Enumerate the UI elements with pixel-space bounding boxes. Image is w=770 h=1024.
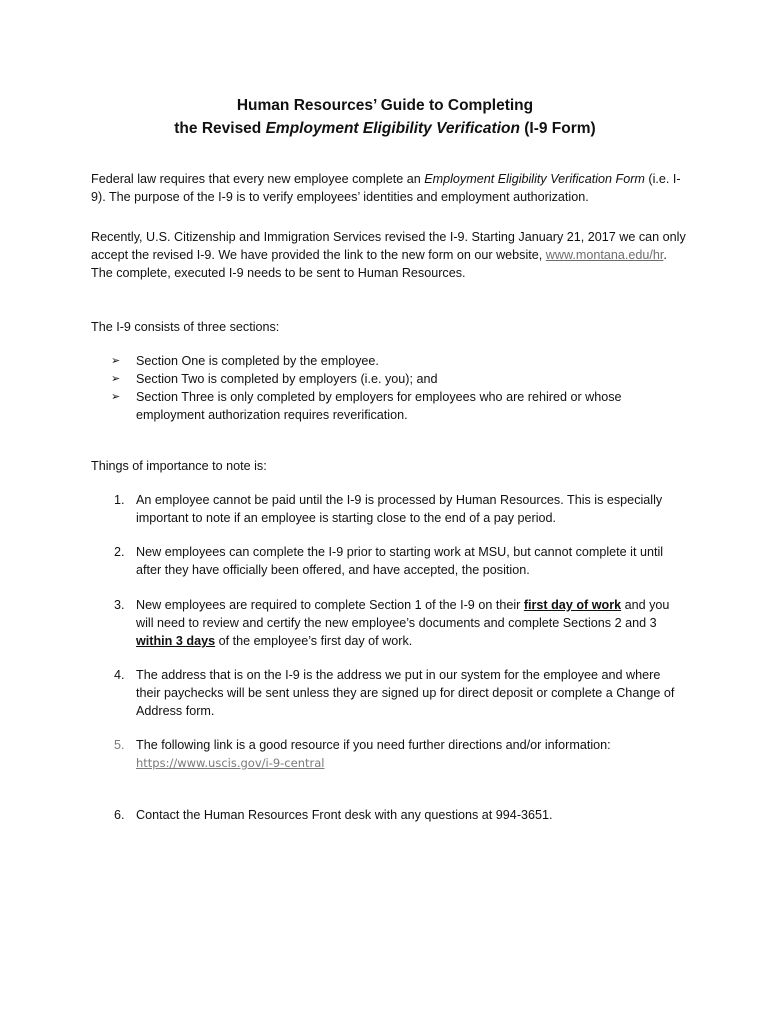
first-day-emphasis: first day of work <box>523 598 622 612</box>
intro-text-pre: Federal law requires that every new employee complete an <box>91 172 425 186</box>
item-text: An employee cannot be paid until the I-9 is processed by Human Resources. This is especially important to note if an employee is starting close to the end of a pay period. <box>136 493 663 525</box>
item-text: The address that is on the I-9 is the address we put in our system for the employee and where their paychecks will be sent unless they are signed up for direct deposit or complete a Change of Address form. <box>136 668 675 718</box>
item-text <box>136 736 684 772</box>
intro-text-post: (i.e. I-9). The purpose of the I-9 is to verify employees’ identities and employment authorization. <box>91 172 681 204</box>
item-number: 4. <box>114 668 125 682</box>
arrowhead-bullet-icon: ➢ <box>111 355 121 367</box>
item-text: New employees can complete the I-9 prior to starting work at MSU, but cannot complete it until after they have officially been offered, and have accepted, the position. <box>136 545 664 577</box>
item-number: 6. <box>114 808 125 822</box>
item-3-text-pre: New employees are required to complete Section 1 of the I-9 on their <box>136 598 524 612</box>
item-number: 5. <box>114 738 125 752</box>
title-line-2-pre: the Revised <box>174 120 266 137</box>
title-line-2-post: (I-9 Form) <box>519 120 596 137</box>
title-line-2 <box>0 117 770 140</box>
item-3-text-post: of the employee’s first day of work. <box>215 634 413 648</box>
item-3-text-mid: and you will need to review and certify the new employee’s documents and complete Sections 2 and 3 <box>136 598 670 630</box>
item-text: Contact the Human Resources Front desk with any questions at 994-3651. <box>136 808 553 822</box>
sections-intro: The I-9 consists of three sections: <box>91 320 280 334</box>
item-number: 2. <box>114 545 125 559</box>
revision-text-pre: Recently, U.S. Citizenship and Immigration Services revised the I-9. Starting January 21, 2017 we can only accept the revised I-9. We have provided the link to the new form on our website, <box>91 230 686 262</box>
within-3-days-emphasis: within 3 days <box>136 634 216 648</box>
item-number: 1. <box>114 493 125 507</box>
intro-paragraph <box>91 170 691 206</box>
item-number: 3. <box>114 598 125 612</box>
title-line-1: Human Resources’ Guide to Completing <box>236 97 534 114</box>
intro-text-italic: Employment Eligibility Verification Form <box>424 172 645 186</box>
uscis-link[interactable]: https://www.uscis.gov/i-9-central <box>136 756 325 770</box>
bullet-text: Section Two is completed by employers (i.e. you); and <box>136 372 438 386</box>
bullet-text: Section Three is only completed by employers for employees who are rehired or whose employment authorization requires reverification. <box>136 390 622 422</box>
arrowhead-bullet-icon: ➢ <box>111 391 121 403</box>
document-title <box>0 94 770 140</box>
website-link[interactable]: www.montana.edu/hr <box>545 248 664 262</box>
item-5-text: The following link is a good resource if you need further directions and/or information: <box>136 738 611 752</box>
importance-intro: Things of importance to note is: <box>91 459 267 473</box>
revision-paragraph <box>91 228 691 282</box>
bullet-text: Section One is completed by the employee. <box>136 354 379 368</box>
arrowhead-bullet-icon: ➢ <box>111 373 121 385</box>
revision-text-post: . The complete, executed I-9 needs to be sent to Human Resources. <box>91 248 667 280</box>
title-line-2-italic: Employment Eligibility Verification <box>265 120 520 137</box>
item-text <box>136 596 684 650</box>
